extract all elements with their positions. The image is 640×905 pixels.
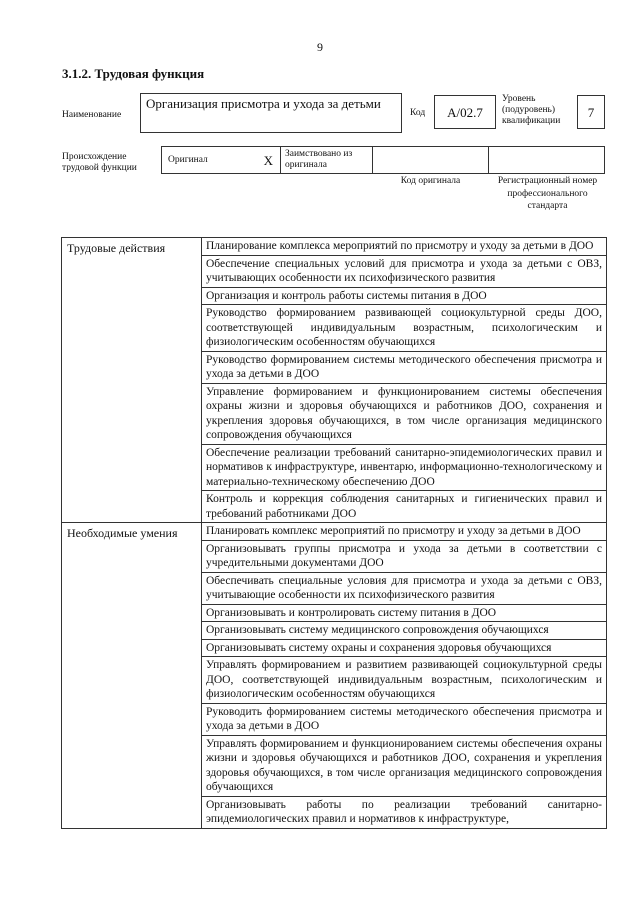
required-skills-list	[202, 523, 606, 828]
table-row: Планирование комплекса мероприятий по присмотру и уходу за детьми в ДОО	[202, 238, 606, 256]
labor-actions-group	[62, 238, 606, 523]
code-value: А/02.7	[447, 105, 483, 120]
table-row: Организовывать группы присмотра и ухода за детьми в соответствии с учредительными документами ДОО	[202, 541, 606, 573]
table-row: Управлять формированием и развитием развивающей социокультурной среды ДОО, соответствующей индивидуальным возрастным, психологическим и физиологическим особенностям обучающихся	[202, 657, 606, 704]
original-mark: X	[263, 153, 273, 168]
table-row: Руководство формированием развивающей социокультурной среды ДОО, соответствующей индивидуальным возрастным, психологическим и физиологическим особенностям обучающихся	[202, 305, 606, 352]
table-row: Организовывать и контролировать систему питания в ДОО	[202, 605, 606, 623]
table-row: Контроль и коррекция соблюдения санитарных и гигиенических правил и требований работниками ДОО	[206, 493, 602, 520]
original-code-cell	[372, 146, 489, 174]
reg-number-caption: Регистрационный номер профессионального стандарта	[497, 176, 598, 211]
code-label: Код	[410, 108, 426, 118]
table-row: Обеспечение специальных условий для присмотра и ухода за детьми с ОВЗ, учитывающих особенности их психофизического развития	[202, 256, 606, 288]
labor-actions-list	[202, 238, 606, 522]
required-skills-label: Необходимые умения	[62, 523, 202, 828]
required-skills-group	[62, 523, 606, 829]
table-row: Организовывать систему медицинского сопровождения обучающихся	[202, 622, 606, 640]
original-cell	[161, 146, 281, 174]
code-field	[434, 95, 496, 129]
table-row: Управление формированием и функционированием системы обеспечения охраны жизни и здоровья обучающихся и работников ДОО, сохранения и укрепления здоровья обучающихся, в том числе организация медицинского сопровождения обучающихся	[202, 384, 606, 445]
reg-number-cell	[488, 146, 605, 174]
labor-actions-label: Трудовые действия	[62, 238, 202, 522]
table-row: Обеспечивать специальные условия для присмотра и ухода за детьми с ОВЗ, учитывающие особенности их психофизического развития	[202, 573, 606, 605]
name-field	[140, 93, 402, 133]
borrowed-cell	[280, 146, 373, 174]
table-row: Планировать комплекс мероприятий по присмотру и уходу за детьми в ДОО	[202, 523, 606, 541]
level-value: 7	[587, 105, 595, 120]
page-number: 9	[317, 40, 323, 54]
table-row: Организовывать работы по реализации требований санитарно-эпидемиологических правил и нормативов к инфраструктуре,	[206, 798, 602, 825]
table-row: Обеспечение реализации требований санитарно-эпидемиологических правил и нормативов к инфраструктуре, инвентарю, информационно-технологическому и материально-техническому обеспечению ДОО	[202, 445, 606, 492]
level-field	[577, 95, 605, 129]
origin-label: Происхождение трудовой функции	[62, 152, 137, 173]
section-heading: 3.1.2. Трудовая функция	[62, 66, 205, 81]
original-label: Оригинал	[168, 155, 208, 165]
name-label: Наименование	[62, 110, 122, 120]
table-row: Руководить формированием системы методического обеспечения присмотра и ухода за детьми в ДОО	[202, 704, 606, 736]
table-row: Управлять формированием и функционированием системы обеспечения охраны жизни и здоровья обучающихся и работников ДОО, сохранения и укрепления здоровья обучающихся, в том числе организация медицинского сопровождения обучающихся	[202, 736, 606, 797]
original-code-caption: Код оригинала	[400, 176, 461, 186]
table-row: Организация и контроль работы системы питания в ДОО	[202, 288, 606, 306]
borrowed-label: Заимствовано из оригинала	[285, 149, 353, 170]
table-row: Организовывать систему охраны и сохранения здоровья обучающихся	[202, 640, 606, 658]
name-value: Организация присмотра и ухода за детьми	[146, 96, 381, 111]
labor-function-table	[61, 237, 607, 829]
table-row: Руководство формированием системы методического обеспечения присмотра и ухода за детьми в ДОО	[202, 352, 606, 384]
level-label: Уровень (подуровень) квалификации	[502, 94, 561, 126]
